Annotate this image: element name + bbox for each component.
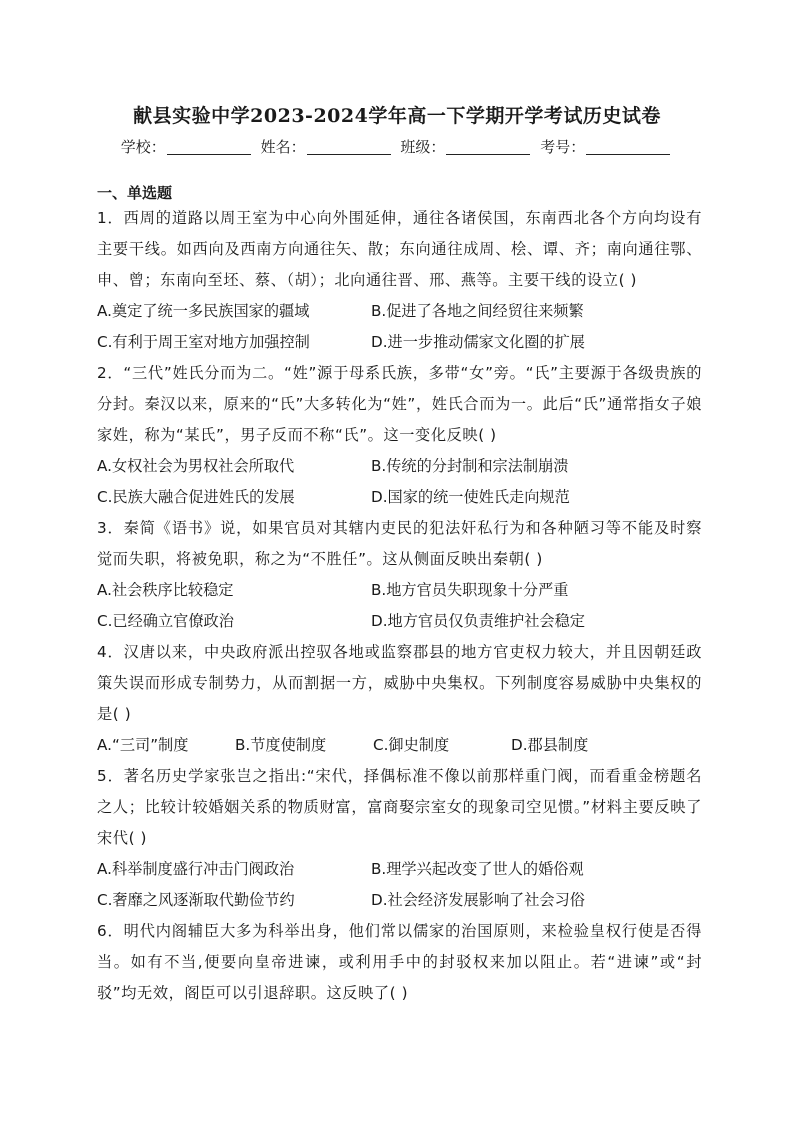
option-d[interactable]: D.进一步推动儒家文化圈的扩展 (371, 333, 585, 351)
options-group (97, 730, 702, 761)
question-stem: 1．西周的道路以周王室为中心向外围延伸，通往各诸侯国，东南西北各个方向均设有主要干线。如西向及西南方向通往矢、散；东向通往成周、桧、谭、齐；南向通往鄂、申、曾；东南向至坯、蔡、（胡）；北向通往晋、邢、燕等。主要干线的设立( ) (97, 209, 702, 289)
option-b[interactable]: B.传统的分封制和宗法制崩溃 (371, 457, 569, 475)
exam-title: 献县实验中学2023-2024学年高一下学期开学考试历史试卷 (133, 105, 661, 127)
class-blank[interactable] (446, 154, 530, 155)
option-b[interactable]: B.节度使制度 (235, 736, 327, 754)
question-3 (97, 513, 702, 637)
question-6 (97, 916, 702, 1009)
option-b[interactable]: B.促进了各地之间经贸往来频繁 (371, 302, 584, 320)
option-c[interactable]: C.有利于周王室对地方加强控制 (97, 333, 310, 351)
option-c[interactable]: C.已经确立官僚政治 (97, 612, 234, 630)
options-group (97, 575, 702, 637)
school-blank[interactable] (167, 154, 251, 155)
option-c[interactable]: C.御史制度 (373, 736, 450, 754)
question-stem: 6．明代内阁辅臣大多为科举出身，他们常以儒家的治国原则，来检验皇权行使是否得当。如有不当,便要向皇帝进谏，或利用手中的封驳权来加以阻止。若“进谏”或“封驳”均无效，阁臣可以引退辞职。这反映了( ) (97, 922, 702, 1002)
option-b[interactable]: B.地方官员失职现象十分严重 (371, 581, 569, 599)
question-4 (97, 637, 702, 761)
option-d[interactable]: D.社会经济发展影响了社会习俗 (371, 891, 585, 909)
option-a[interactable]: A.社会秩序比较稳定 (97, 581, 234, 599)
question-2 (97, 358, 702, 513)
option-d[interactable]: D.郡县制度 (511, 736, 589, 754)
options-group (97, 854, 702, 916)
option-a[interactable]: A.科举制度盛行冲击门阀政治 (97, 860, 295, 878)
option-a[interactable]: A.奠定了统一多民族国家的疆域 (97, 302, 310, 320)
school-label: 学校： (120, 138, 166, 156)
option-b[interactable]: B.理学兴起改变了世人的婚俗观 (371, 860, 584, 878)
name-label: 姓名： (260, 138, 306, 156)
question-list (97, 203, 702, 1009)
student-info-line (0, 136, 794, 157)
question-1 (97, 203, 702, 358)
class-label: 班级： (400, 138, 446, 156)
question-stem: 2．“三代”姓氏分而为二。“姓”源于母系氏族，多带“女”旁。“氏”主要源于各级贵族的分封。秦汉以来，原来的“氏”大多转化为“姓”，姓氏合而为一。此后“氏”通常指女子娘家姓，称为“某氏”，男子反而不称“氏”。这一变化反映( ) (97, 364, 702, 444)
options-group (97, 296, 702, 358)
question-stem: 3．秦简《语书》说，如果官员对其辖内吏民的犯法奸私行为和各种陋习等不能及时察觉而失职，将被免职，称之为“不胜任”。这从侧面反映出秦朝( ) (97, 519, 702, 568)
option-c[interactable]: C.民族大融合促进姓氏的发展 (97, 488, 295, 506)
question-stem: 4．汉唐以来，中央政府派出控驭各地或监察郡县的地方官吏权力较大，并且因朝廷政策失误而形成专制势力，从而割据一方，威胁中央集权。下列制度容易威胁中央集权的是( ) (97, 643, 702, 723)
option-a[interactable]: A.女权社会为男权社会所取代 (97, 457, 295, 475)
question-5 (97, 761, 702, 916)
option-c[interactable]: C.奢靡之风逐渐取代勤俭节约 (97, 891, 295, 909)
exam-number-blank[interactable] (586, 154, 670, 155)
options-group (97, 451, 702, 513)
section-heading: 一、单选题 (97, 184, 173, 202)
name-blank[interactable] (307, 154, 391, 155)
option-d[interactable]: D.地方官员仅负责维护社会稳定 (371, 612, 585, 630)
option-d[interactable]: D.国家的统一使姓氏走向规范 (371, 488, 570, 506)
option-a[interactable]: A.“三司”制度 (97, 736, 189, 754)
question-stem: 5．著名历史学家张岂之指出:“宋代，择偶标准不像以前那样重门阀，而看重金榜题名之人；比较计较婚姻关系的物质财富，富商娶宗室女的现象司空见惯。”材料主要反映了宋代( ) (97, 767, 702, 847)
exam-number-label: 考号： (540, 138, 586, 156)
